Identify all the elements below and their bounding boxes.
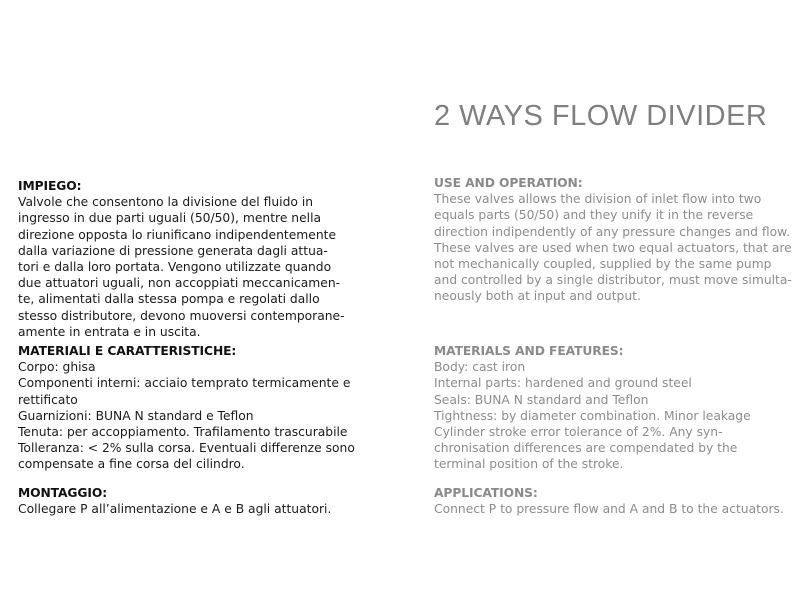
text-line: Internal parts: hardened and ground steel [434, 376, 692, 391]
text-line: Tolleranza: < 2% sulla corsa. Eventuali differenze sono [18, 441, 355, 456]
text-line: direzione opposta lo riunificano indipendentemente [18, 227, 337, 242]
text-line: stesso distributore, devono muoversi contemporane- [18, 308, 345, 323]
section-applications [434, 485, 792, 517]
text-line: Tightness: by diameter combination. Minor leakage [434, 408, 751, 423]
section-materiali [18, 343, 363, 473]
text-line: tori e dalla loro portata. Vengono utilizzate quando [18, 260, 332, 275]
section-heading: USE AND OPERATION: [434, 176, 583, 190]
text-line: Guarnizioni: BUNA N standard e Teflon [18, 408, 254, 423]
section-heading: IMPIEGO: [18, 179, 82, 193]
text-line: amente in entrata e in uscita. [18, 324, 201, 339]
text-line: Seals: BUNA N standard and Teflon [434, 392, 649, 407]
section-heading: APPLICATIONS: [434, 486, 538, 500]
text-line: These valves allows the division of inlet flow into two [434, 192, 762, 207]
italian-column [18, 0, 363, 600]
text-line: neously both at input and output. [434, 289, 641, 304]
text-line: Componenti interni: acciaio temprato termicamente e [18, 376, 351, 391]
text-line: chronisation differences are compendated by the [434, 441, 738, 456]
text-line: te, alimentati dalla stessa pompa e regolati dallo [18, 292, 320, 307]
text-line: due attuatori uguali, non accoppiati meccanicamen- [18, 276, 341, 291]
english-column [434, 0, 792, 600]
text-line: Collegare P all’alimentazione e A e B agli attuatori. [18, 502, 332, 517]
text-line: rettificato [18, 392, 78, 407]
section-montaggio [18, 485, 363, 517]
text-line: terminal position of the stroke. [434, 457, 624, 472]
page-title: 2 WAYS FLOW DIVIDER [434, 100, 768, 132]
section-impiego [18, 178, 363, 340]
section-materials-and-features [434, 343, 792, 473]
text-line: dalla variazione di pressione generata dagli attua- [18, 243, 328, 258]
text-line: and controlled by a single distributor, must move simulta- [434, 273, 792, 288]
section-heading: MONTAGGIO: [18, 486, 108, 500]
text-line: Valvole che consentono la divisione del fluido in [18, 195, 314, 210]
text-line: Body: cast iron [434, 360, 526, 375]
text-line: direction indipendently of any pressure changes and flow. [434, 224, 791, 239]
text-line: compensate a fine corsa del cilindro. [18, 457, 245, 472]
text-line: Cylinder stroke error tolerance of 2%. Any syn- [434, 425, 723, 440]
section-heading: MATERIALI E CARATTERISTICHE: [18, 344, 237, 358]
text-line: Tenuta: per accoppiamento. Trafilamento trascurabile [18, 425, 348, 440]
text-line: equals parts (50/50) and they unify it in the reverse [434, 208, 754, 223]
text-line: ingresso in due parti uguali (50/50), mentre nella [18, 211, 322, 226]
section-heading: MATERIALS AND FEATURES: [434, 344, 624, 358]
text-line: not mechanically coupled, supplied by the same pump [434, 257, 772, 272]
text-line: Corpo: ghisa [18, 360, 96, 375]
section-use-and-operation [434, 175, 792, 305]
text-line: These valves are used when two equal actuators, that are [434, 240, 792, 255]
text-line: Connect P to pressure flow and A and B to the actuators. [434, 502, 784, 517]
